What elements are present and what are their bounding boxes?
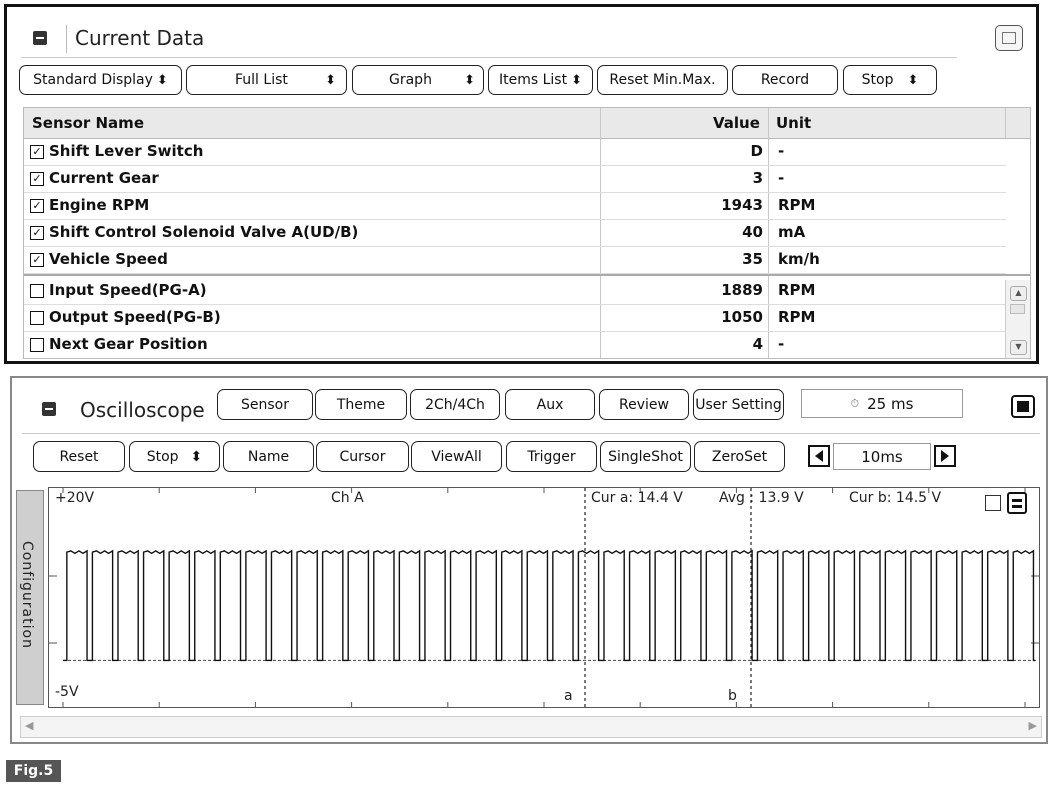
- waveform-plot[interactable]: [48, 487, 1040, 708]
- table-row[interactable]: [24, 331, 1006, 358]
- standard-display-select[interactable]: [19, 65, 182, 95]
- oscilloscope-panel: [10, 376, 1048, 744]
- checkbox[interactable]: ✓: [30, 145, 44, 159]
- cursor-label: Cursor: [339, 448, 386, 465]
- reset-label: Reset: [59, 448, 99, 465]
- scroll-thumb[interactable]: [1010, 304, 1025, 314]
- channel-a-waveform: [63, 551, 1035, 660]
- sensor-unit: RPM: [778, 308, 816, 326]
- theme-button[interactable]: [315, 389, 407, 420]
- sensor-unit: RPM: [778, 196, 816, 214]
- cursor-a-marker: a: [564, 688, 573, 704]
- updown-arrows-icon: ⬍: [325, 72, 336, 88]
- checkbox[interactable]: [30, 311, 44, 325]
- configuration-tab[interactable]: [16, 490, 44, 705]
- single-shot-label: SingleShot: [608, 448, 683, 465]
- sensor-unit: km/h: [778, 250, 820, 268]
- reset-min-max-button[interactable]: [597, 65, 728, 95]
- time-increase-icon[interactable]: [934, 445, 956, 467]
- bottom-voltage-label: -5V: [55, 684, 79, 700]
- horizontal-scrollbar[interactable]: [20, 716, 1042, 738]
- stop-square-icon[interactable]: [1011, 395, 1035, 418]
- theme-label: Theme: [336, 396, 386, 413]
- single-shot-button[interactable]: [600, 441, 691, 472]
- stop-select[interactable]: [843, 65, 937, 95]
- updown-arrows-icon: ⬍: [571, 72, 582, 88]
- top-voltage-label: +20V: [55, 490, 95, 506]
- graph-select[interactable]: [352, 65, 484, 95]
- view-all-button[interactable]: [411, 441, 502, 472]
- time-decrease-icon[interactable]: [808, 445, 830, 467]
- header-unit: Unit: [776, 114, 812, 132]
- table-header: [24, 108, 1031, 139]
- table-row[interactable]: [24, 165, 1006, 193]
- table-row[interactable]: [24, 138, 1006, 166]
- collapse-icon[interactable]: [33, 31, 47, 45]
- channel-menu-icon[interactable]: [1007, 492, 1027, 514]
- sensor-unit: RPM: [778, 281, 816, 299]
- items-list-select[interactable]: [488, 65, 593, 95]
- trigger-label: Trigger: [527, 448, 576, 465]
- scroll-right-icon[interactable]: ▶: [1028, 719, 1037, 732]
- items-list-label: Items List: [499, 72, 568, 88]
- vertical-scrollbar[interactable]: [1005, 280, 1030, 359]
- name-label: Name: [247, 448, 290, 465]
- configuration-label: Configuration: [19, 541, 35, 649]
- updown-arrows-icon: ⬍: [464, 72, 475, 88]
- sensor-name: Shift Control Solenoid Valve A(UD/B): [49, 223, 359, 241]
- graph-label: Graph: [389, 72, 432, 88]
- name-button[interactable]: [223, 441, 314, 472]
- cursor-b-readout: Cur b: 14.5 V: [849, 490, 942, 506]
- record-label: Record: [760, 72, 810, 88]
- table-row[interactable]: [24, 277, 1006, 305]
- sensor-name: Output Speed(PG-B): [49, 308, 221, 326]
- menu-bar-icon: [1012, 499, 1022, 502]
- sensor-value: D: [750, 142, 763, 160]
- sensor-unit: -: [778, 169, 785, 187]
- scroll-down-icon[interactable]: ▼: [1010, 340, 1027, 355]
- sensor-name: Input Speed(PG-A): [49, 281, 207, 299]
- channels-button[interactable]: [410, 389, 500, 420]
- channels-label: 2Ch/4Ch: [425, 396, 485, 413]
- trigger-button[interactable]: [506, 441, 597, 472]
- sensor-table: [23, 107, 1031, 359]
- sensor-unit: mA: [778, 223, 806, 241]
- view-all-label: ViewAll: [431, 448, 482, 465]
- sensor-value: 4: [752, 335, 763, 353]
- checkbox[interactable]: ✓: [30, 199, 44, 213]
- title-rule: [21, 57, 957, 58]
- current-data-panel: [4, 4, 1039, 364]
- selected-items-divider: [24, 274, 1031, 276]
- maximize-icon[interactable]: [995, 25, 1023, 51]
- stop-label: Stop: [861, 72, 894, 88]
- sensor-value: 1050: [721, 308, 763, 326]
- figure-label: Fig.5: [6, 760, 61, 782]
- stop-select[interactable]: [129, 441, 220, 472]
- time-div-value: 10ms: [861, 447, 903, 466]
- panel-title: Oscilloscope: [80, 398, 205, 422]
- menu-bar-icon: [1012, 505, 1022, 508]
- table-row[interactable]: [24, 304, 1006, 332]
- sensor-value: 1889: [721, 281, 763, 299]
- cursor-a-readout: Cur a: 14.4 V: [591, 490, 683, 506]
- sample-time-box[interactable]: [801, 389, 963, 418]
- record-button[interactable]: [732, 65, 838, 95]
- sensor-value: 3: [752, 169, 763, 187]
- checkbox[interactable]: ✓: [30, 226, 44, 240]
- clock-icon: ⏱: [850, 396, 860, 410]
- sensor-name: Next Gear Position: [49, 335, 208, 353]
- table-row[interactable]: [24, 192, 1006, 220]
- sensor-unit: -: [778, 335, 785, 353]
- cursor-button[interactable]: [316, 441, 409, 472]
- channel-checkbox[interactable]: [985, 495, 1001, 511]
- full-list-select[interactable]: [186, 65, 347, 95]
- aux-label: Aux: [536, 396, 564, 413]
- sensor-button[interactable]: [217, 389, 313, 420]
- review-label: Review: [619, 396, 669, 413]
- sensor-unit: -: [778, 142, 785, 160]
- table-row[interactable]: [24, 219, 1006, 247]
- toolbar-separator: [22, 433, 1040, 434]
- average-readout: Avg : 13.9 V: [719, 490, 804, 506]
- checkbox[interactable]: ✓: [30, 172, 44, 186]
- sensor-value: 40: [742, 223, 763, 241]
- checkbox[interactable]: ✓: [30, 253, 44, 267]
- zero-set-label: ZeroSet: [711, 448, 768, 465]
- zero-set-button[interactable]: [694, 441, 785, 472]
- sensor-label: Sensor: [241, 396, 289, 413]
- reset-min-max-label: Reset Min.Max.: [609, 72, 716, 88]
- time-div-box[interactable]: [833, 443, 931, 470]
- sample-time-value: 25 ms: [867, 394, 914, 413]
- title-divider: [66, 25, 67, 53]
- sensor-name: Current Gear: [49, 169, 159, 187]
- review-button[interactable]: [599, 389, 689, 420]
- collapse-icon[interactable]: [42, 402, 56, 416]
- full-list-label: Full List: [235, 72, 288, 88]
- column-divider: [1005, 108, 1006, 138]
- table-row[interactable]: [24, 246, 1006, 274]
- checkbox[interactable]: [30, 338, 44, 352]
- sensor-name: Vehicle Speed: [49, 250, 168, 268]
- scroll-up-icon[interactable]: ▲: [1010, 286, 1027, 301]
- channel-label: Ch A: [331, 490, 364, 506]
- user-setting-button[interactable]: [693, 389, 784, 420]
- sensor-name: Engine RPM: [49, 196, 150, 214]
- aux-button[interactable]: [505, 389, 595, 420]
- header-sensor-name: Sensor Name: [32, 114, 144, 132]
- waveform-canvas: [49, 488, 1039, 707]
- sensor-value: 1943: [721, 196, 763, 214]
- updown-arrows-icon: ⬍: [190, 448, 203, 465]
- panel-title: Current Data: [75, 26, 205, 50]
- user-setting-label: User Setting: [695, 396, 782, 413]
- stop-label: Stop: [146, 448, 179, 465]
- sensor-value: 35: [742, 250, 763, 268]
- scroll-left-icon[interactable]: ◀: [25, 719, 34, 732]
- header-value: Value: [713, 114, 760, 132]
- reset-button[interactable]: [33, 441, 125, 472]
- updown-arrows-icon: ⬍: [156, 72, 168, 88]
- sensor-name: Shift Lever Switch: [49, 142, 204, 160]
- cursor-b-marker: b: [728, 688, 737, 704]
- checkbox[interactable]: [30, 284, 44, 298]
- updown-arrows-icon: ⬍: [907, 72, 919, 88]
- standard-display-label: Standard Display: [33, 72, 153, 88]
